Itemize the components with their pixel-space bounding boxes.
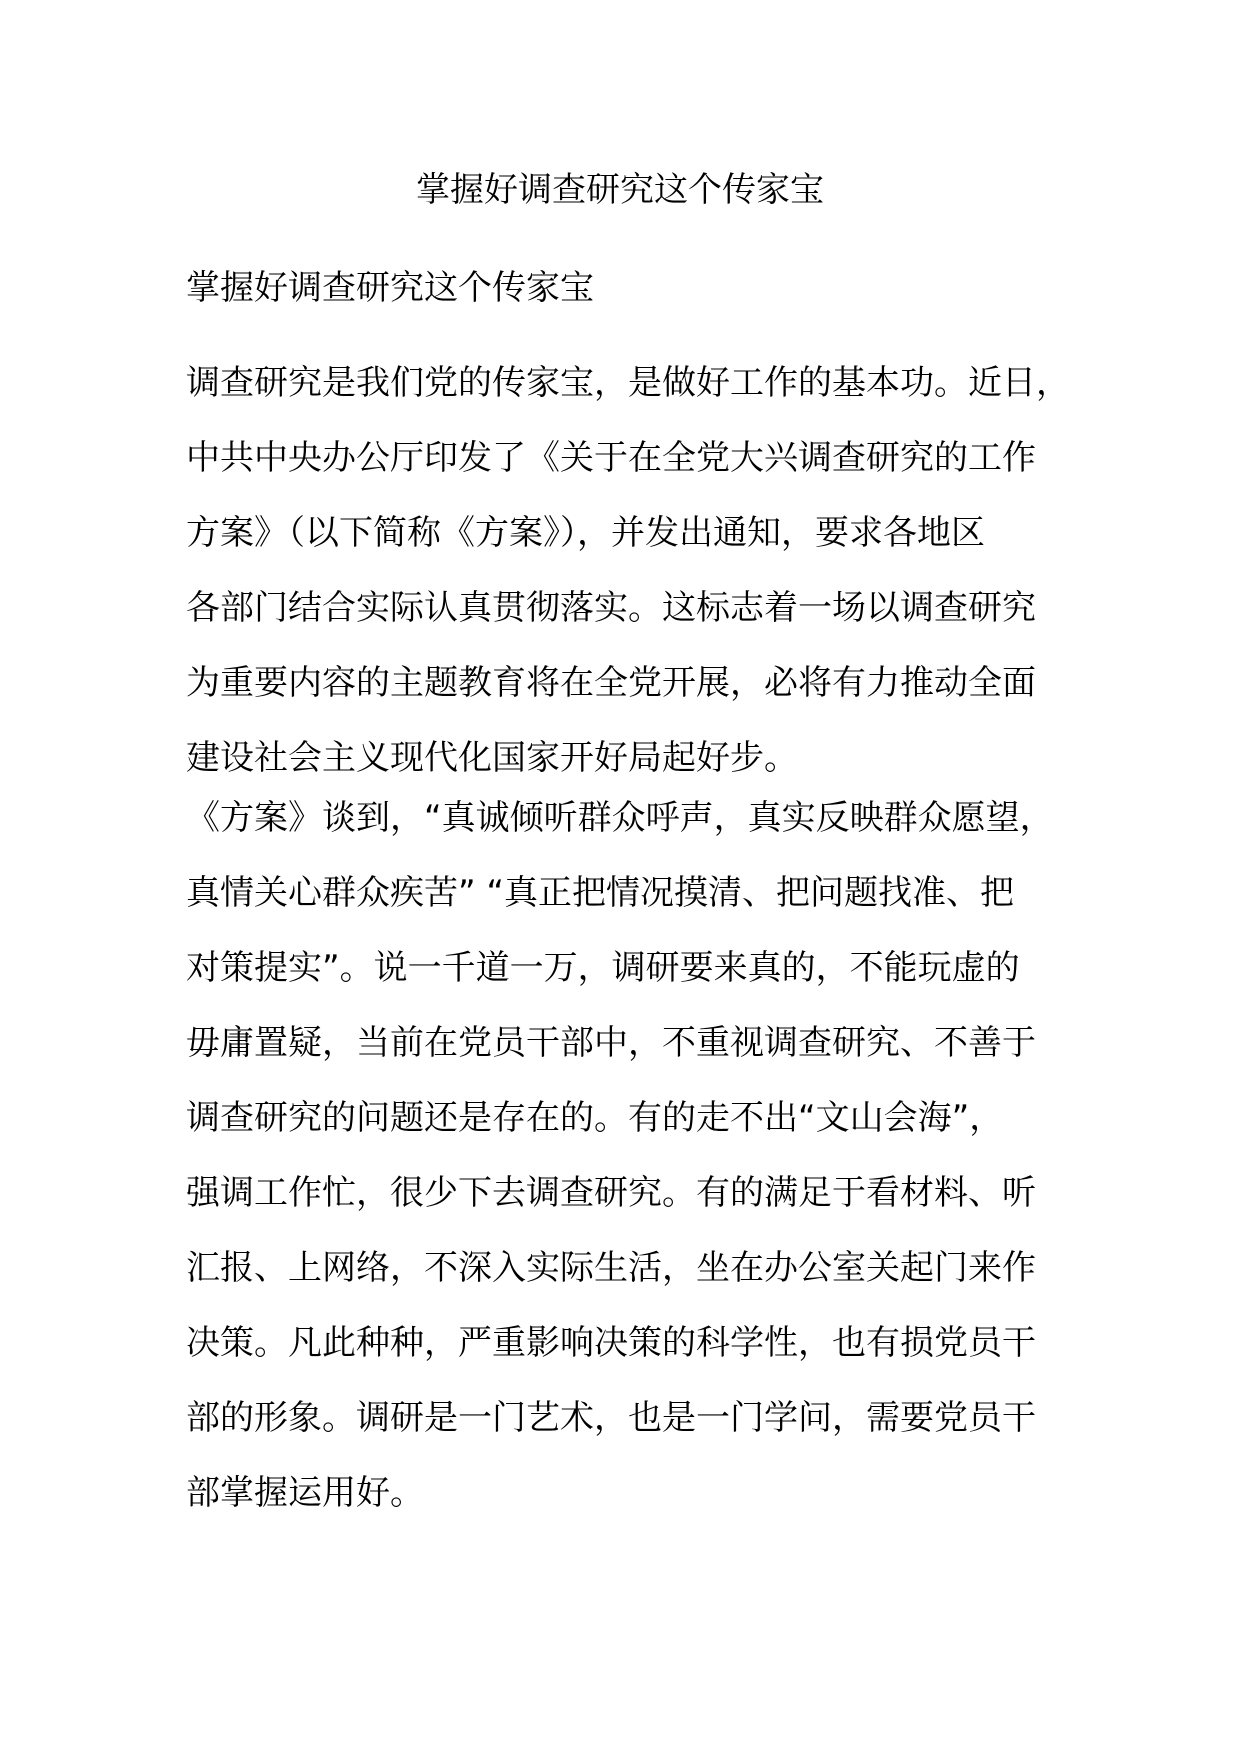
paragraph-line: 建设社会主义现代化国家开好局起好步。 — [186, 738, 798, 778]
paragraph-line: 决策。凡此种种，严重影响决策的科学性，也有损党员干 — [186, 1323, 1036, 1363]
paragraph-line: 中共中央办公厅印发了《关于在全党大兴调查研究的工作 — [186, 438, 1036, 478]
paragraph-1 — [186, 346, 1086, 796]
paragraph-2 — [186, 781, 1086, 1531]
paragraph-line: 汇报、上网络，不深入实际生活，坐在办公室关起门来作 — [186, 1248, 1036, 1288]
document-subtitle: 掌握好调查研究这个传家宝 — [186, 268, 594, 308]
paragraph-line: 强调工作忙，很少下去调查研究。有的满足于看材料、听 — [186, 1173, 1036, 1213]
paragraph-line: 调查研究的问题还是存在的。有的走不出“文山会海”， — [186, 1098, 1004, 1138]
paragraph-line: 部的形象。调研是一门艺术，也是一门学问，需要党员干 — [186, 1398, 1036, 1438]
paragraph-line: 对策提实”。说一千道一万，调研要来真的，不能玩虚的 — [186, 948, 1020, 988]
paragraph-line: 《方案》谈到，“真诚倾听群众呼声，真实反映群众愿望， — [186, 798, 1054, 838]
paragraph-line: 方案》（以下简称《方案》），并发出通知，要求各地区 — [186, 513, 985, 553]
paragraph-line: 真情关心群众疾苦” “真正把情况摸清、把问题找准、把 — [186, 873, 1015, 913]
document-title: 掌握好调查研究这个传家宝 — [416, 170, 824, 210]
paragraph-line: 为重要内容的主题教育将在全党开展，必将有力推动全面 — [186, 663, 1036, 703]
paragraph-line: 部掌握运用好。 — [186, 1473, 424, 1513]
paragraph-line: 调查研究是我们党的传家宝，是做好工作的基本功。近日， — [186, 363, 1070, 403]
paragraph-line: 毋庸置疑，当前在党员干部中，不重视调查研究、不善于 — [186, 1023, 1036, 1063]
paragraph-line: 各部门结合实际认真贯彻落实。这标志着一场以调查研究 — [186, 588, 1036, 628]
